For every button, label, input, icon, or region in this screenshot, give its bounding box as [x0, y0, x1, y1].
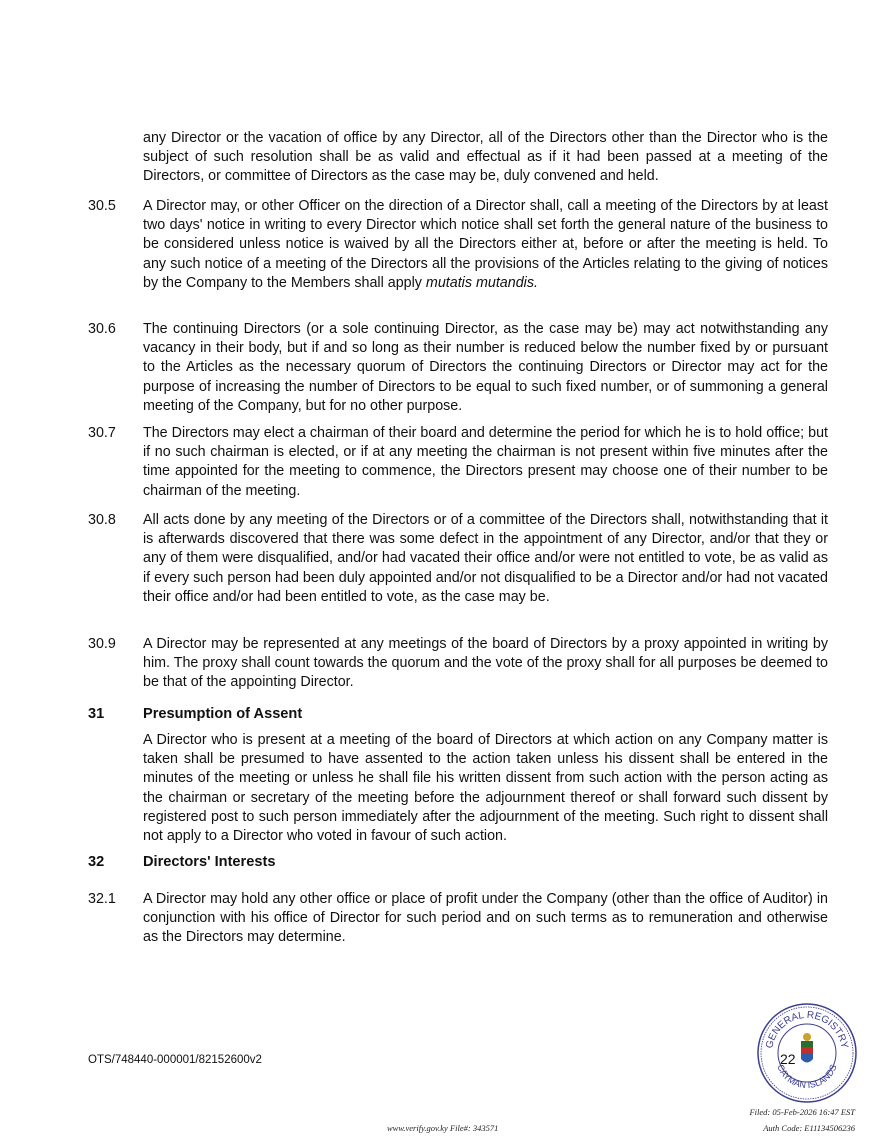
clause-text: The Directors may elect a chairman of their board and determine the period for which he is to hold office; but if no such chairman is elected, or if at any meeting the chairman is not present within five minutes after the time appointed for the meeting to commence, the Directors present may choose one of their number to be chairman of the meeting. [143, 425, 828, 499]
clause-text: A Director may hold any other office or place of profit under the Company (other than the office of Auditor) in conjunction with his office of Director for such period and on such terms as to remuneration and otherwise as the Directors may determine. [143, 891, 828, 946]
section-31-body [88, 731, 828, 846]
filed-timestamp: Filed: 05-Feb-2026 16:47 EST [749, 1107, 855, 1117]
clause-30-9 [88, 635, 828, 693]
section-text: A Director who is present at a meeting of the board of Directors at which action on any Company matter is taken shall be presumed to have assented to the action taken unless his dissent shall be entered in the minutes of the meeting or unless he shall file his written dissent from such action with the person acting as the chairman or secretary of the meeting before the adjournment thereof or shall forward such dissent by registered post to such person immediately after the adjournment of the meeting. Such right to dissent shall not apply to a Director who voted in favour of such action. [143, 732, 828, 845]
auth-code: Auth Code: E11134506236 [763, 1123, 855, 1133]
clause-text: A Director may be represented at any meetings of the board of Directors by a proxy appointed in writing by him. The proxy shall count towards the quorum and the vote of the proxy shall for all purposes be deemed to be that of the appointing Director. [143, 636, 828, 691]
clause-32-1 [88, 890, 828, 948]
section-number: 31 [88, 706, 105, 722]
paragraph-text: any Director or the vacation of office by any Director, all of the Directors other than the Director who is the subject of such resolution shall be as valid and effectual as if it had been passed at a meeting of the Directors, or committee of Directors as the case may be, duly convened and held. [143, 130, 828, 185]
seal-top-text: GENERAL REGISTRY [764, 1009, 850, 1050]
clause-text: All acts done by any meeting of the Directors or of a committee of the Directors shall, notwithstanding that it is afterwards discovered that there was some defect in the appointment of any Director, and/or that they or any of them were disqualified, and/or had vacated their office and/or were not entitled to vote, be as valid as if every such person had been duly appointed and/or not disqualified to be a Director and/or had not vacated their office and/or had been entitled to vote, as the case may be. [143, 512, 828, 605]
svg-text:CAYMAN ISLANDS [775, 1063, 838, 1090]
section-title: Presumption of Assent [143, 706, 303, 722]
section-31-heading [88, 705, 828, 724]
clause-number: 32.1 [88, 891, 116, 907]
section-title: Directors' Interests [143, 854, 276, 870]
clause-30-7 [88, 424, 828, 501]
clause-30-8 [88, 511, 828, 607]
seal-bottom-text: CAYMAN ISLANDS [775, 1062, 839, 1091]
coat-of-arms-icon [801, 1033, 813, 1063]
clause-number: 30.7 [88, 425, 116, 441]
page-number: 22 [780, 1051, 796, 1067]
verify-file-number: www.verify.gov.ky File#: 343571 [387, 1123, 499, 1133]
document-reference: OTS/748440-000001/82152600v2 [88, 1054, 262, 1066]
clause-number: 30.6 [88, 321, 116, 337]
paragraph-continuation [88, 129, 828, 187]
section-32-heading [88, 853, 828, 872]
clause-30-6 [88, 320, 828, 416]
clause-30-5 [88, 197, 828, 293]
clause-number: 30.8 [88, 512, 116, 528]
clause-number: 30.5 [88, 198, 116, 214]
section-number: 32 [88, 854, 105, 870]
general-registry-seal [756, 1002, 858, 1104]
clause-italic: mutatis mutandis. [425, 274, 538, 291]
clause-number: 30.9 [88, 636, 116, 652]
clause-text: The continuing Directors (or a sole continuing Director, as the case may be) may act notwithstanding any vacancy in their body, but if and so long as their number is reduced below the number fixed by or pursuant to the Articles as the necessary quorum of Directors the continuing Directors or Director may act for the purpose of increasing the number of Directors to be equal to such fixed number, or of summoning a general meeting of the Company, but for no other purpose. [143, 321, 828, 414]
clause-text: A Director may, or other Officer on the direction of a Director shall, call a meeting of the Directors by at least two days' notice in writing to every Director which notice shall set forth the general nature of the business to be considered unless notice is waived by all the Directors either at, before or after the meeting is held. To any such notice of a meeting of the Directors all the provisions of the Articles relating to the giving of notices by the Company to the Members shall apply [143, 198, 828, 291]
